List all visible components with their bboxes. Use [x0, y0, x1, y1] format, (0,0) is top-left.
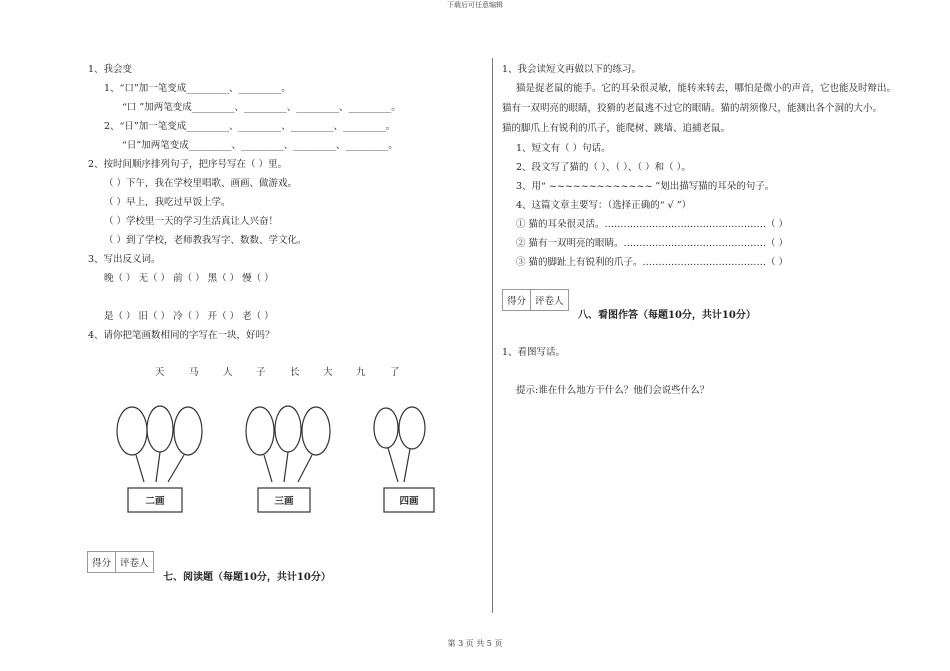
- section-8-title: 八、看图作答（每题10分，共计10分）: [578, 310, 756, 321]
- q2-line: （ ）下午，我在学校里唱歌、画画、做游戏。: [104, 178, 298, 189]
- grader-label: 评卷人: [535, 296, 564, 307]
- reading-question: 2、段文写了猫的（ ）、（ ）、（ ）和（ ）。: [516, 162, 691, 173]
- hint-text: 提示:谁在什么地方干什么？他们会说些什么？: [516, 385, 710, 396]
- char: 人: [223, 367, 233, 378]
- passage-line: 猫是捉老鼠的能手。它的耳朵很灵敏，能转来转去，哪怕是微小的声音，它也能及时辩出。: [516, 83, 897, 94]
- char: 天: [155, 367, 165, 378]
- reading-question: 1、短文有（ ）句话。: [516, 143, 611, 154]
- q1-line: “口 ”加两笔变成_________、_________、_________、_________。: [122, 102, 401, 113]
- passage-line: 猫有一双明亮的眼睛，狡猾的老鼠逃不过它的眼睛。猫的胡须像尺，能测出各个洞的大小。: [502, 103, 883, 114]
- char: 长: [290, 367, 300, 378]
- score-label: 得分: [503, 290, 531, 310]
- grader-label: 评卷人: [120, 558, 149, 569]
- balloon-label: 四画: [399, 496, 419, 507]
- char: 马: [189, 367, 199, 378]
- page-number: 第 3 页 共 5 页: [447, 639, 503, 648]
- q2-line: （ ）到了学校，老师教我写字、数数、学文化。: [104, 235, 307, 246]
- balloon-label: 二画: [145, 496, 165, 507]
- choice-option: ② 猫有一双明亮的眼睛。………………………………………（ ）: [516, 238, 789, 249]
- q2-title: 2、按时间顺序排列句子，把序号写在（ ）里。: [88, 159, 288, 170]
- q1-line: 1、“口”加一笔变成_________、_________。: [104, 83, 291, 94]
- q1-title: 1、我会变: [88, 64, 133, 75]
- section-7-title: 七、阅读题（每题10分，共计10分）: [163, 572, 331, 583]
- r-q8-title: 1、看图写话。: [502, 347, 566, 358]
- choice-option: ① 猫的耳朵很灵活。……………………………………………（ ）: [516, 219, 789, 230]
- balloon-groups: [100, 395, 440, 525]
- char: 子: [256, 367, 266, 378]
- score-label: 得分: [88, 552, 116, 572]
- q3-title: 3、写出反义词。: [88, 254, 161, 265]
- score-box: [87, 551, 154, 573]
- balloon-label: 三画: [274, 496, 294, 507]
- q2-line: （ ）学校里一天的学习生活真让人兴奋！: [104, 216, 279, 227]
- reading-question: 4、这篇文章主要写：（选择正确的“ √ ”）: [516, 200, 692, 211]
- score-box: [502, 289, 569, 311]
- q1-line: “日”加两笔变成_________、_________、_________、_________。: [122, 140, 398, 151]
- antonym-row: 是（ ） 旧（ ） 冷（ ） 开（ ） 老（ ）: [104, 311, 274, 322]
- reading-question: 3、用“ ~~~~~~~~~~~~~ ”划出描写猫的耳朵的句子。: [516, 181, 775, 192]
- q2-line: （ ）早上，我吃过早饭上学。: [104, 197, 231, 208]
- char: 了: [390, 367, 400, 378]
- char: 大: [323, 367, 333, 378]
- passage-line: 猫的脚爪上有锐利的爪子，能爬树、跳墙、追捕老鼠。: [502, 123, 731, 134]
- header-note: 下载后可任意编辑: [447, 1, 503, 9]
- q4-title: 4、请你把笔画数相同的字写在一块，好吗？: [88, 330, 275, 341]
- q1-line: 2、“日”加一笔变成_________、_________、_________、_________。: [104, 121, 396, 132]
- choice-option: ③ 猫的脚趾上有锐利的爪子。…………………………………（ ）: [516, 257, 789, 268]
- char: 九: [356, 367, 366, 378]
- r-q1-title: 1、我会读短文再做以下的练习。: [502, 64, 642, 75]
- column-divider: [492, 58, 493, 613]
- antonym-row: 晚（ ） 无（ ） 前（ ） 黑（ ） 慢（ ）: [104, 273, 274, 284]
